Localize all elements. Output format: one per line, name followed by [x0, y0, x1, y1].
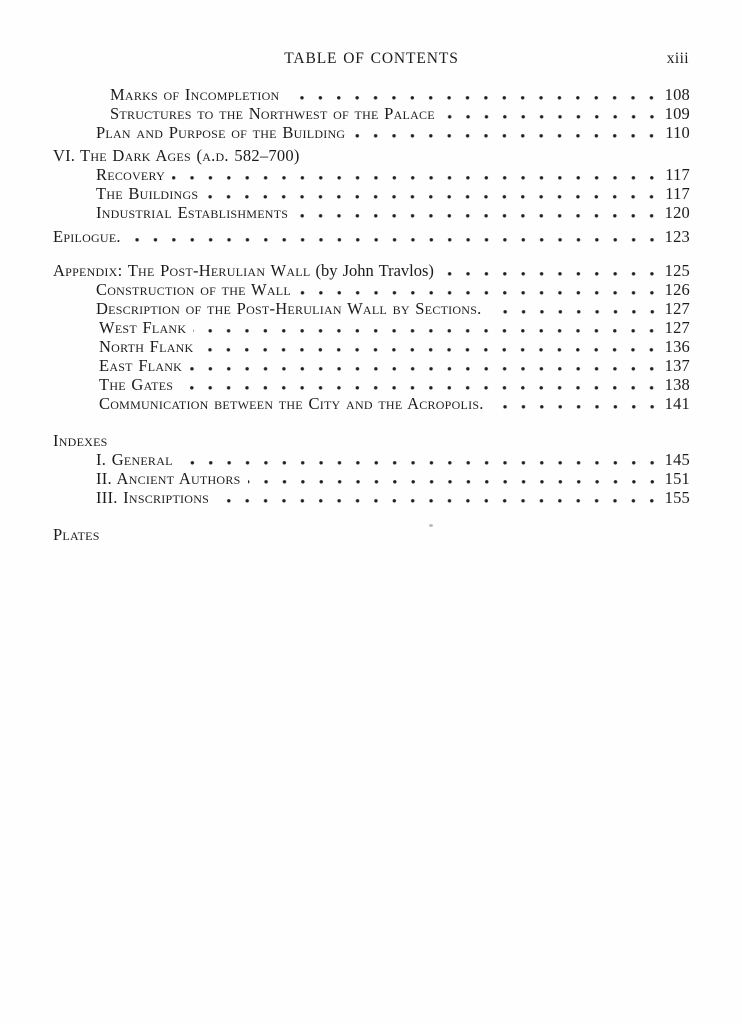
entry-label: II. Ancient Authors [96, 469, 241, 488]
toc-section [53, 261, 690, 413]
leader-dots [298, 280, 657, 299]
folio-page-number: xiii [666, 50, 689, 67]
page-number: 141 [664, 394, 690, 413]
toc-row [53, 227, 690, 246]
page-number: 125 [664, 261, 690, 280]
leader-dots [205, 184, 657, 203]
toc-section [53, 85, 690, 142]
toc-row [53, 450, 690, 469]
toc-row [53, 469, 690, 488]
leader-dots [295, 203, 657, 222]
leader-dots [352, 123, 657, 142]
entry-label: The Dark Ages (a.d. 582–700) [80, 146, 300, 165]
print-artifact-dot [429, 524, 433, 527]
entry-label: East Flank [99, 356, 183, 375]
toc-section [53, 431, 690, 507]
entry-label: The Gates [99, 375, 174, 394]
leader-dots [128, 227, 657, 246]
entry-label: Communication between the City and the Acropolis. [99, 394, 484, 413]
page-number: 117 [665, 165, 690, 184]
leader-dots [216, 488, 657, 507]
leader-dots [180, 450, 657, 469]
leader-dots [200, 337, 657, 356]
toc-section [53, 227, 690, 246]
page-number: 138 [664, 375, 690, 394]
toc-row [53, 146, 690, 165]
leader-dots [189, 356, 657, 375]
leader-dots [193, 318, 657, 337]
entry-label: Plates [53, 525, 100, 544]
entry-label: Structures to the Northwest of the Palace [110, 104, 435, 123]
leader-dots [286, 85, 657, 104]
entry-label: Appendix: The Post-Herulian Wall [53, 261, 311, 280]
leader-dots [441, 261, 657, 280]
leader-dots [442, 104, 657, 123]
leader-dots [248, 469, 657, 488]
entry-label: Plan and Purpose of the Building [96, 123, 346, 142]
page-number: 127 [664, 318, 690, 337]
toc-row [53, 394, 690, 413]
page-number: 145 [664, 450, 690, 469]
entry-label: The Buildings [96, 184, 199, 203]
page-header [53, 49, 690, 68]
toc-row [53, 375, 690, 394]
page-number: 120 [664, 203, 690, 222]
leader-dots [180, 375, 657, 394]
page-number: 127 [664, 299, 690, 318]
page-number: 109 [664, 104, 690, 123]
entry-label: Construction of the Wall [96, 280, 291, 299]
toc-row [53, 261, 690, 280]
entry-suffix: (by John Travlos) [315, 261, 434, 280]
toc-row [53, 337, 690, 356]
toc-row [53, 104, 690, 123]
entry-label: Industrial Establishments [96, 203, 289, 222]
entry-prefix: VI. [53, 146, 76, 165]
entry-label: Indexes [53, 431, 108, 450]
page-number: 137 [664, 356, 690, 375]
leader-dots [172, 165, 657, 184]
toc-list [53, 85, 690, 544]
page-number: 155 [664, 488, 690, 507]
entry-label: Epilogue. [53, 227, 121, 246]
leader-dots [489, 299, 657, 318]
page-number: 136 [664, 337, 690, 356]
toc-row [53, 280, 690, 299]
toc-row [53, 203, 690, 222]
page-number: 108 [664, 85, 690, 104]
page-number: 151 [664, 469, 690, 488]
leader-dots [491, 394, 657, 413]
toc-row [53, 123, 690, 142]
page-title: TABLE OF CONTENTS [284, 50, 459, 67]
toc-row [53, 299, 690, 318]
toc-row [53, 525, 690, 544]
entry-label: I. General [96, 450, 173, 469]
page-number: 126 [664, 280, 690, 299]
entry-label: North Flank [99, 337, 194, 356]
entry-label: West Flank [99, 318, 187, 337]
toc-section [53, 146, 690, 222]
toc-row [53, 488, 690, 507]
toc-row [53, 184, 690, 203]
page-number: 123 [664, 227, 690, 246]
toc-row [53, 165, 690, 184]
toc-row [53, 85, 690, 104]
page-number: 117 [665, 184, 690, 203]
toc-row [53, 318, 690, 337]
entry-label: III. Inscriptions [96, 488, 210, 507]
toc-row [53, 431, 690, 450]
entry-label: Marks of Incompletion [110, 85, 280, 104]
toc-row [53, 356, 690, 375]
toc-section [53, 525, 690, 544]
page-number: 110 [665, 123, 690, 142]
entry-label: Description of the Post-Herulian Wall by Sections. [96, 299, 482, 318]
entry-label: Recovery [96, 165, 166, 184]
